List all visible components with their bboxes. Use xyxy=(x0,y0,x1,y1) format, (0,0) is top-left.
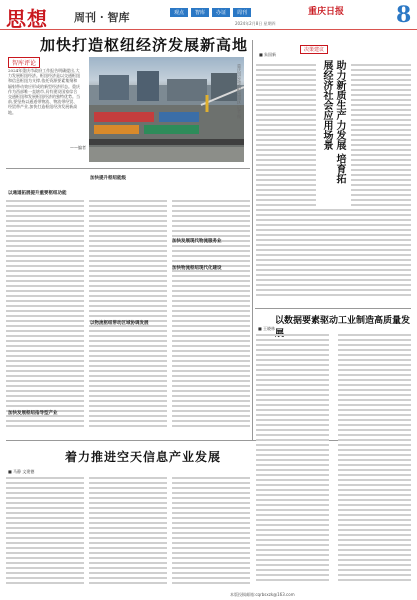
bottom-article-author: ■ 马静 文建德 xyxy=(8,469,35,474)
lead-intro-text: 2024年重庆市政府工作报告明确提出,大力发展枢纽经济。枢纽经济是以交通枢纽和信息枢纽为支撑,依托资源要素集聚和辐射带动效应形成的新型经济形态。重庆作为西部唯一直辖市,具有建设国家综合交通枢纽和发展枢纽经济的独特优势。当前,要坚持以通道带物流、物流带经贸、经贸带产业,加快打造枢纽经济发展新高地。 xyxy=(8,68,80,115)
column-rule xyxy=(252,40,253,440)
mid-article-body xyxy=(256,334,411,589)
section-subtitle: 周刊 · 智库 xyxy=(74,11,130,24)
lead-label-badge: 智库评论 xyxy=(8,57,40,68)
mid-article-headline: 以数据要素驱动工业制造高质量发 xyxy=(275,316,411,326)
right-column-headline: 助力新质生产力发展 培育拓展经济社会应用场景 xyxy=(321,60,345,184)
issue-date: 2024年2月8日 星期四 xyxy=(235,21,276,26)
nav-tag[interactable]: 周刊 xyxy=(233,8,251,17)
lead-photo xyxy=(89,57,244,162)
lead-body-columns xyxy=(6,200,250,435)
section-rule xyxy=(6,168,250,169)
page-number: 8 xyxy=(396,2,412,28)
subhead: 以通道拓展提升重要枢纽功能 xyxy=(8,191,67,196)
right-column-body xyxy=(256,64,411,304)
nav-tags xyxy=(170,8,251,17)
subhead: 加快提升枢纽能级 xyxy=(90,176,126,181)
nav-tag[interactable]: 观点 xyxy=(170,8,188,17)
paper-name: 重庆日报 xyxy=(308,7,345,17)
section-title: 思想 xyxy=(6,7,48,31)
lead-headline: 加快打造枢纽经济发展新高地 xyxy=(40,36,249,54)
footer-contact: 本版投稿邮箱:cqrbsxzk@163.com xyxy=(230,592,295,597)
masthead xyxy=(0,0,417,30)
right-column-label: 决策建议 xyxy=(300,45,328,54)
bottom-article-body xyxy=(6,477,250,589)
subhead: 加快物流枢纽现代化建设 xyxy=(172,266,222,271)
nav-tag[interactable]: 智库 xyxy=(191,8,209,17)
section-rule xyxy=(255,308,411,309)
subhead: 加快发展现代物流服务业 xyxy=(172,239,222,244)
subhead: 加快发展枢纽指导型产业 xyxy=(8,411,58,416)
bottom-article-headline: 着力推进空天信息产业发展 xyxy=(65,450,222,464)
nav-tag[interactable]: 办证 xyxy=(212,8,230,17)
right-column-author: ■ 朱国新 xyxy=(259,52,277,57)
lead-author: ——编者 xyxy=(70,145,86,150)
subhead: 以物流枢纽带动区域协调发展 xyxy=(90,321,149,326)
mid-article-author: ■ 王晓林 xyxy=(258,326,276,331)
photo-caption: 重庆国际物流枢纽园区 记者 摄 xyxy=(237,64,242,119)
